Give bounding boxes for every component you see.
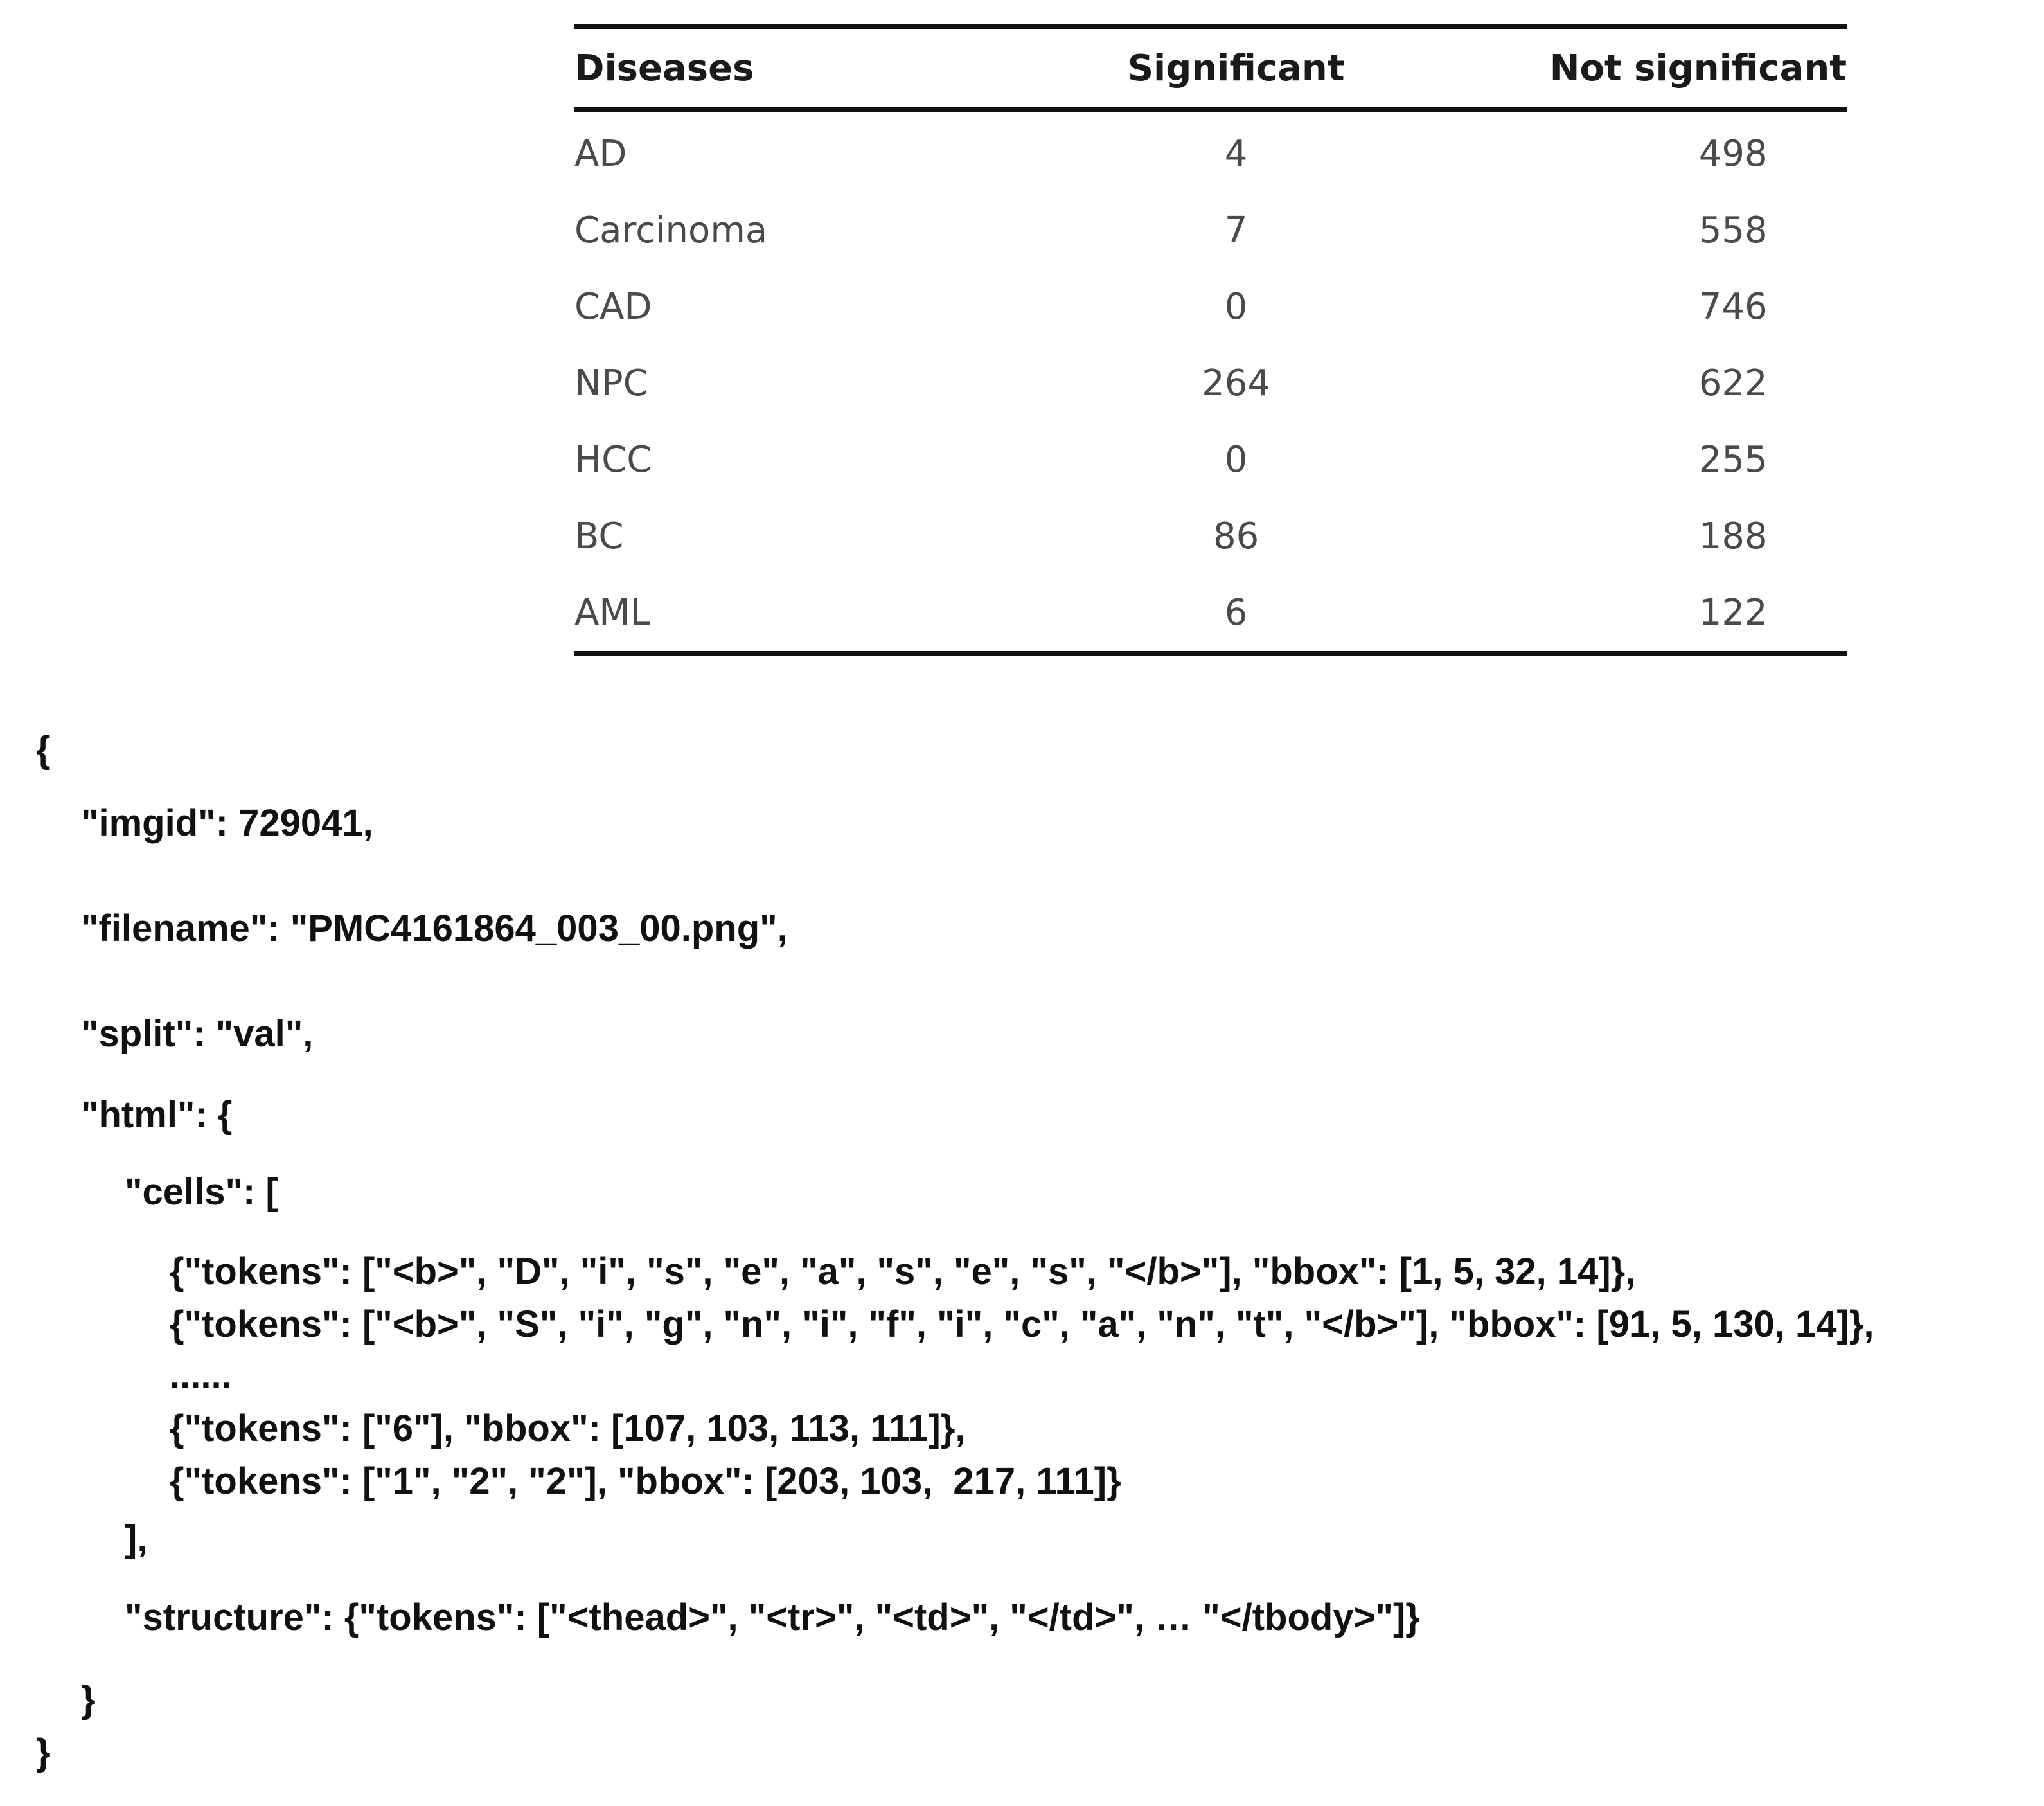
cell-not-significant: 498	[1698, 133, 1768, 175]
json-cells-line: "cells": [	[125, 1171, 278, 1213]
cell-not-significant: 255	[1698, 439, 1768, 481]
cell-disease: Carcinoma	[574, 210, 768, 251]
json-html-close: }	[81, 1679, 96, 1721]
cell-not-significant: 122	[1698, 592, 1768, 634]
cell-disease: HCC	[574, 439, 652, 481]
table-row	[574, 575, 1847, 654]
table-row	[574, 345, 1847, 422]
cell-significant: 4	[1224, 133, 1248, 175]
json-html-line: "html": {	[81, 1094, 233, 1136]
cell-disease: NPC	[574, 362, 648, 404]
cell-not-significant: 622	[1698, 362, 1768, 404]
header-significant: Significant	[1127, 47, 1345, 89]
json-imgid-line: "imgid": 729041,	[81, 802, 373, 844]
cell-significant: 0	[1224, 286, 1248, 328]
table-row	[574, 422, 1847, 498]
json-structure-line: "structure": {"tokens": ["<thead>", "<tr>", "<td>", "</td>", … "</tbody>"]}	[125, 1596, 1420, 1638]
json-ellipsis: ......	[170, 1355, 232, 1397]
cell-disease: AD	[574, 133, 627, 175]
header-diseases: Diseases	[574, 47, 754, 89]
json-filename-line: "filename": "PMC4161864_003_00.png",	[81, 907, 788, 949]
json-open-brace: {	[36, 729, 51, 771]
json-close-brace: }	[36, 1731, 51, 1773]
cell-significant: 86	[1213, 515, 1259, 557]
cell-not-significant: 188	[1698, 515, 1768, 557]
disease-table	[574, 24, 1847, 656]
table-row	[574, 192, 1847, 269]
table-row	[574, 269, 1847, 345]
table-row	[574, 498, 1847, 575]
json-cells-close: ],	[125, 1518, 148, 1560]
json-cell-1: {"tokens": ["<b>", "D", "i", "s", "e", "a", "s", "e", "s", "</b>"], "bbox": [1, 5, 32, 14]},	[170, 1251, 1636, 1292]
cell-not-significant: 558	[1698, 210, 1768, 251]
table-row	[574, 110, 1847, 193]
cell-disease: CAD	[574, 286, 652, 328]
json-cell-2: {"tokens": ["<b>", "S", "i", "g", "n", "i", "f", "i", "c", "a", "n", "t", "</b>"], "bbox": [91, 5, 130, 14]},	[170, 1303, 1874, 1345]
cell-significant: 264	[1202, 362, 1271, 404]
cell-significant: 7	[1224, 210, 1248, 251]
disease-table-figure	[574, 24, 1847, 656]
cell-significant: 6	[1224, 592, 1248, 634]
header-not-significant: Not significant	[1549, 47, 1847, 89]
table-header-row	[574, 27, 1847, 110]
cell-disease: BC	[574, 515, 624, 557]
cell-significant: 0	[1224, 439, 1248, 481]
json-cell-3: {"tokens": ["6"], "bbox": [107, 103, 113, 111]},	[170, 1408, 966, 1449]
cell-not-significant: 746	[1698, 286, 1768, 328]
json-cell-4: {"tokens": ["1", "2", "2"], "bbox": [203, 103, 217, 111]}	[170, 1460, 1121, 1502]
json-split-line: "split": "val",	[81, 1013, 314, 1055]
cell-disease: AML	[574, 592, 650, 634]
